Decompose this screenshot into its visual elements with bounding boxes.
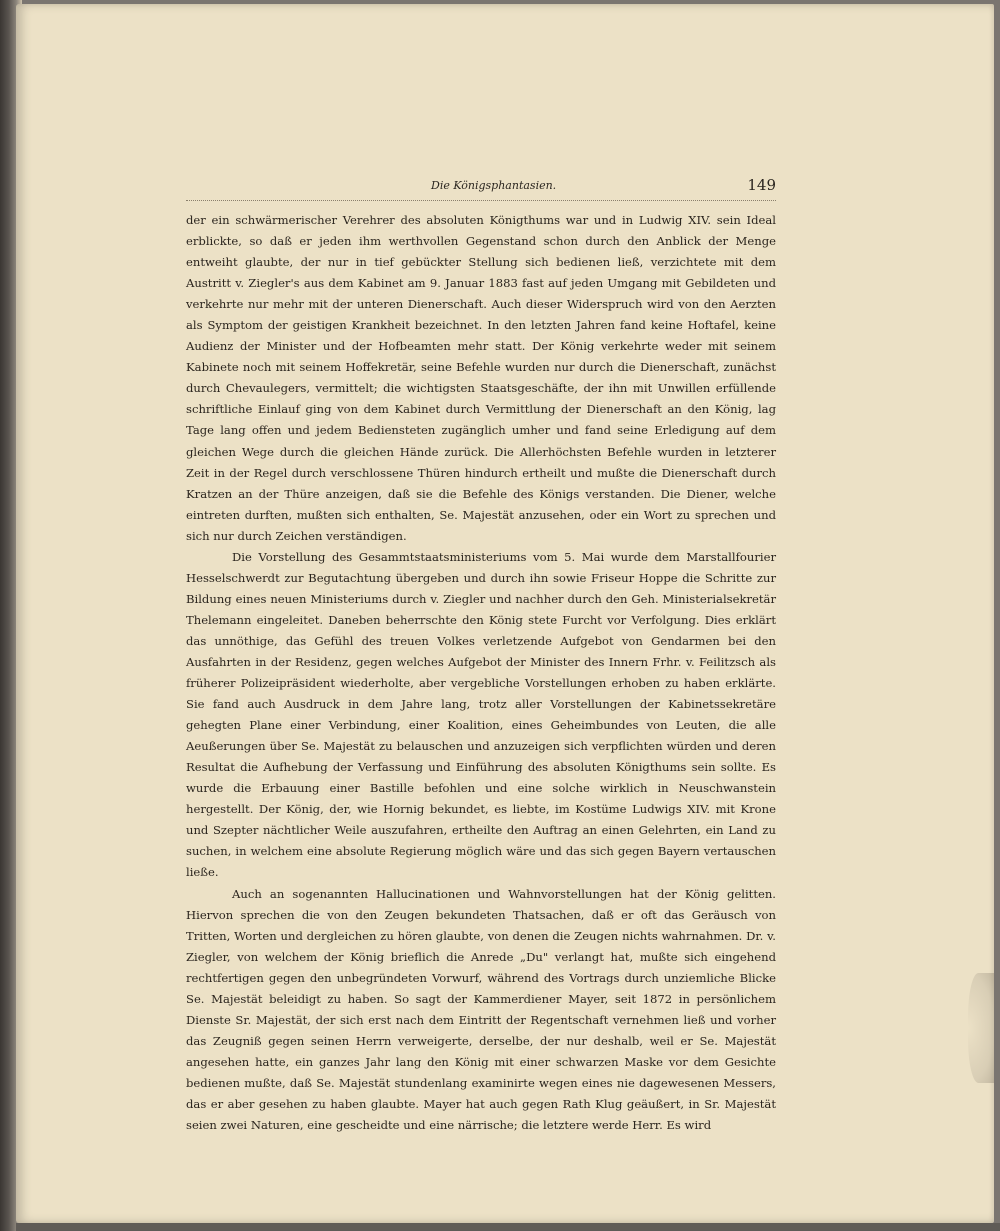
running-header [186, 176, 776, 201]
body-text [186, 210, 776, 1136]
scan-bottom-edge [16, 1223, 1000, 1231]
running-title: Die Königsphantasien. [431, 179, 557, 192]
page-number: 149 [747, 176, 776, 194]
paragraph-2: Die Vorstellung des Gesammtstaatsministeriums vom 5. Mai wurde dem Marstallfourier Hesselschwerdt zur Begutachtung übergeben und durch ihn sowie Friseur Hoppe die Schritte zur Bildung eines neuen Ministeriums durch v. Ziegler und nachher durch den Geh. Ministerialsekretär Thelemann eingeleitet. Daneben beherrschte den König stete Furcht vor Verfolgung. Dies erklärt das unnöthige, das Gefühl des treuen Volkes verletzende Aufgebot von Gendarmen bei den Ausfahrten in der Residenz, gegen welches Aufgebot der Minister des Innern Frhr. v. Feilitzsch als früherer Polizeipräsident wiederholte, aber vergebliche Vorstellungen erhoben zu haben erklärte. Sie fand auch Ausdruck in dem Jahre lang, trotz aller Vorstellungen der Kabinetssekretäre gehegten Plane einer Verbindung, einer Koalition, eines Geheimbundes von Leuten, die alle Aeußerungen über Se. Majestät zu belauschen und anzuzeigen sich verpflichten würden und deren Resultat die Aufhebung der Verfassung und Einführung des absoluten Königthums sein sollte. Es wurde die Erbauung einer Bastille befohlen und eine solche wirklich in Neuschwanstein hergestellt. Der König, der, wie Hornig bekundet, es liebte, im Kostüme Ludwigs XIV. mit Krone und Szepter nächtlicher Weile auszufahren, ertheilte den Auftrag an einen Gelehrten, ein Land zu suchen, in welchem eine absolute Regierung möglich wäre und das sich gegen Bayern vertauschen ließe. [186, 549, 776, 880]
paragraph-3: Auch an sogenannten Hallucinationen und Wahnvorstellungen hat der König gelitten. Hiervon sprechen die von den Zeugen bekundeten Thatsachen, daß er oft das Geräusch von Tritten, Worten und dergleichen zu hören glaubte, von denen die Zeugen nichts wahrnahmen. Dr. v. Ziegler, von welchem der König brieflich die Anrede „Du" verlangt hat, mußte sich eingehend rechtfertigen gegen den unbegründeten Vorwurf, während des Vortrags durch unziemliche Blicke Se. Majestät beleidigt zu haben. So sagt der Kammerdiener Mayer, seit 1872 in persönlichem Dienste Sr. Majestät, der sich erst nach dem Eintritt der Regentschaft vernehmen ließ und vorher das Zeugniß gegen seinen Herrn verweigerte, derselbe, der nur deshalb, weil er Se. Majestät angesehen hatte, ein ganzes Jahr lang den König mit einer schwarzen Maske vor dem Gesichte bedienen mußte, daß Se. Majestät stundenlang examinirte wegen eines nie dagewesenen Messers, das er aber gesehen zu haben glaubte. Mayer hat auch gegen Rath Klug geäußert, in Sr. Majestät seien zwei Naturen, eine gescheidte und eine närrische; die letztere werde Herr. Es wird [186, 886, 776, 1133]
page-curl-shadow [968, 973, 994, 1083]
paragraph-1: der ein schwärmerischer Verehrer des absoluten Königthums war und in Ludwig XIV. sein Ideal erblickte, so daß er jeden ihm werthvollen Gegenstand schon durch den Anblick der Menge entweiht glaubte, der nur in tief gebückter Stellung sich bedienen ließ, verzichtete mit dem Austritt v. Ziegler's aus dem Kabinet am 9. Januar 1883 fast auf jeden Umgang mit Gebildeten und verkehrte nur mehr mit der unteren Dienerschaft. Auch dieser Widerspruch wird von den Aerzten als Symptom der geistigen Krankheit bezeichnet. In den letzten Jahren fand keine Hoftafel, keine Audienz der Minister und der Hofbeamten mehr statt. Der König verkehrte weder mit seinem Kabinete noch mit seinem Hoffekretär, seine Befehle wurden nur durch die Dienerschaft, zunächst durch Chevaulegers, vermittelt; die wichtigsten Staatsgeschäfte, der ihn mit Unwillen erfüllende schriftliche Einlauf ging von dem Kabinet durch Vermittlung der Dienerschaft an den König, lag Tage lang offen und jedem Bediensteten zugänglich umher und fand seine Erledigung auf dem gleichen Wege durch die gleichen Hände zurück. Die Allerhöchsten Befehle wurden in letzterer Zeit in der Regel durch verschlossene Thüren hindurch ertheilt und mußte die Dienerschaft durch Kratzen an der Thüre anzeigen, daß sie die Befehle des Königs verstanden. Die Diener, welche eintreten durften, mußten sich enthalten, Se. Majestät anzusehen, oder ein Wort zu sprechen und sich nur durch Zeichen verständigen. [186, 213, 776, 543]
